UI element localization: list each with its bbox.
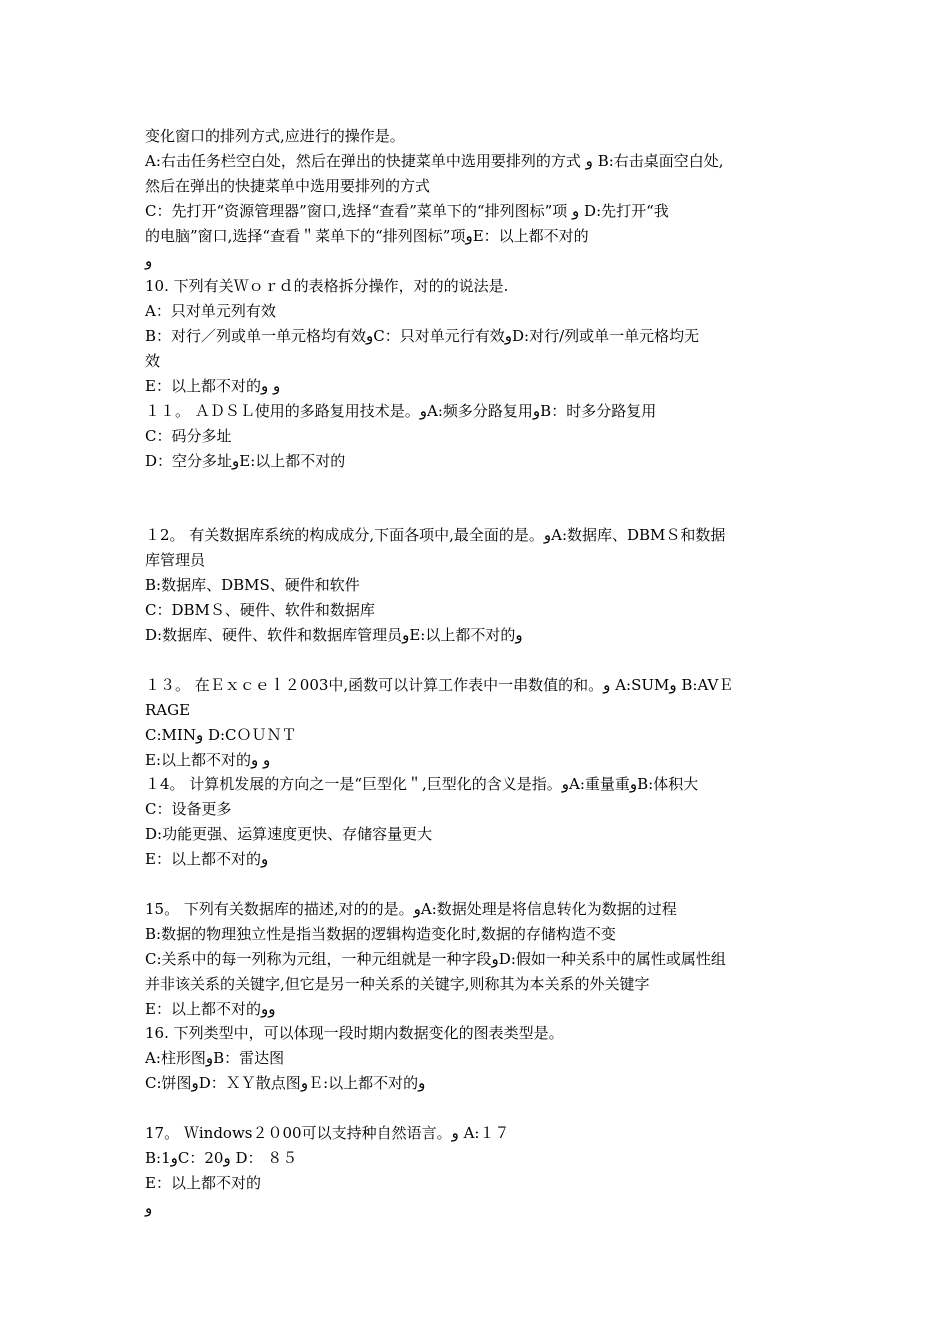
text-line: D:功能更强、运算速度更快、存储容量更大 [145,825,433,843]
question-title: １2。 有关数据库系统的构成成分,下面各项中,最全面的是。ﻭA:数据库、DBMＳ和数据 [145,526,726,544]
text-line: 并非该关系的关键字,但它是另一种关系的关键字,则称其为本关系的外关键字 [145,975,650,993]
question-title: 10. 下列有关Ｗｏｒｄ的表格拆分操作，对的的说法是. [145,277,509,295]
text-line: ﻭ [145,1199,153,1217]
question-title: １３。 在Ｅｘｃｅｌ２003中,函数可以计算工作表中一串数值的和。ﻭ A:SUMﻭ B:AVＥ [145,676,734,694]
text-line: E：以上都不对的ﻭﻭ [145,1000,276,1018]
text-line: D：空分多址ﻭE:以上都不对的 [145,452,346,470]
text-line: C：设备更多 [145,800,232,818]
text-line: E：以上都不对的ﻭ [145,850,269,868]
text-line: B:数据库、DBMS、硬件和软件 [145,576,360,594]
text-line: C：码分多址 [145,427,232,445]
text-line: B:数据的物理独立性是指当数据的逻辑构造变化时,数据的存储构造不变 [145,925,616,943]
text-line: 变化窗口的排列方式,应进行的操作是。 [145,127,405,145]
text-line: C：DBMＳ、硬件、软件和数据库 [145,601,375,619]
text-line: C:饼图ﻭD：ＸＹ散点图ﻭＥ:以上都不对的ﻭ [145,1074,426,1092]
text-line: 的电脑”窗口,选择“查看＂菜单下的“排列图标”项ﻭE：以上都不对的 [145,227,589,245]
text-line: ﻭ [145,252,153,270]
text-line: 库管理员 [145,551,206,569]
question-title: 15。 下列有关数据库的描述,对的的是。ﻭA:数据处理是将信息转化为数据的过程 [145,900,677,918]
text-line: C：先打开“资源管理器”窗口,选择“查看”菜单下的“排列图标”项 ﻭ D:先打开“我 [145,202,669,220]
question-title: １１。 ＡＤＳＬ使用的多路复用技术是。ﻭA:频多分路复用ﻭB：时多分路复用 [145,402,657,420]
text-line: E：以上都不对的 [145,1174,261,1192]
text-line: 效 [145,352,161,370]
text-line: RAGE [145,701,191,719]
text-line: B：对行／列或单一单元格均有效ﻭC：只对单元行有效ﻭD:对行/列或单一单元格均无 [145,327,700,345]
text-line: B:1ﻭC：20ﻭ D： ８５ [145,1149,298,1167]
text-line: A：只对单元列有效 [145,302,276,320]
text-line: C:MINﻭ D:CＯＵＮＴ [145,726,297,744]
text-line: A:右击任务栏空白处，然后在弹出的快捷菜单中选用要排列的方式 ﻭ B:右击桌面空白处, [145,152,724,170]
question-title: 16. 下列类型中，可以体现一段时期内数据变化的图表类型是。 [145,1024,564,1042]
text-line: E：以上都不对的ﻭ ﻭ [145,377,281,395]
question-title: １4。 计算机发展的方向之一是“巨型化＂,巨型化的含义是指。ﻭA:重量重ﻭB:体积大 [145,775,699,793]
text-line: E:以上都不对的ﻭ ﻭ [145,751,271,769]
text-line: C:关系中的每一列称为元组，一种元组就是一种字段ﻭD:假如一种关系中的属性或属性组 [145,950,726,968]
text-line: A:柱形图ﻭB：雷达图 [145,1049,285,1067]
text-line: 然后在弹出的快捷菜单中选用要排列的方式 [145,177,431,195]
question-title: 17。 Ｗindows２０00可以支持种自然语言。ﻭ A:１７ [145,1124,510,1142]
text-line: D:数据库、硬件、软件和数据库管理员ﻭE:以上都不对的ﻭ [145,626,523,644]
